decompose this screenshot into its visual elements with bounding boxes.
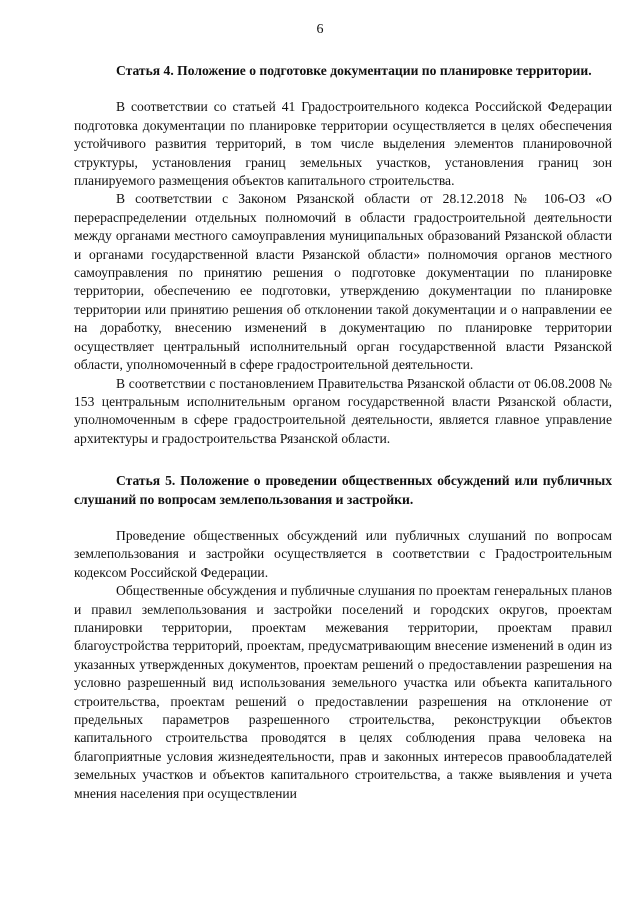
article-5-paragraph-1: Проведение общественных обсуждений или публичных слушаний по вопросам землепользования и застройки осуществляется в соответствии с Градостроительным кодексом Российской Федерации. — [74, 527, 612, 580]
article-4-paragraph-2: В соответствии с Законом Рязанской области от 28.12.2018 № 106-ОЗ «О перераспределении отдельных полномочий в области градостроительной деятельности между органами местного самоуправления муниципальных образований Рязанской области и органами государственной власти Рязанской области» полномочия органов местного самоуправления по принятию решения о подготовке документации по планировке территории, обеспечению ее подготовки, утверждению документации по планировке территории или принятию решения об отклонении такой документации и о направлении ее на доработку, внесению изменений в документацию по планировке территории осуществляет центральный исполнительный орган государственной власти Рязанской области, уполномоченный в сфере градостроительной деятельности. — [74, 191, 612, 373]
article-4-paragraph-1: В соответствии со статьей 41 Градостроительного кодекса Российской Федерации подготовка документации по планировке территории осуществляется в целях обеспечения устойчивого развития территорий, в том числе выделения элементов планировочной структуры, установления границ земельных участков, установления границ зон планируемого размещения объектов капитального строительства. — [74, 99, 612, 189]
spacer — [74, 509, 612, 527]
page-content — [74, 62, 612, 803]
article-5-paragraph-2: Общественные обсуждения и публичные слушания по проектам генеральных планов и правил землепользования и застройки поселений и городских округов, проектам планировки территории, проектам межевания территории, проектам правил благоустройства территорий, проектам, предусматривающим внесение изменений в один из указанных утвержденных документов, проектам решений о предоставлении разрешения на условно разрешенный вид использования земельного участка или объекта капитального строительства, проектам решений о предоставлении разрешения на отклонение от предельных параметров разрешенного строительства, реконструкции объектов капитального строительства проводятся в целях соблюдения права человека на благоприятные условия жизнедеятельности, прав и законных интересов правообладателей земельных участков и объектов капитального строительства, а также выявления и учета мнения населения при осуществлении — [74, 583, 612, 801]
spacer — [74, 80, 612, 98]
article-4-paragraph-3: В соответствии с постановлением Правительства Рязанской области от 06.08.2008 № 153 центральным исполнительным органом государственной власти Рязанской области, уполномоченным в сфере градостроительной деятельности, является главное управление архитектуры и градостроительства Рязанской области. — [74, 375, 612, 446]
article-5-title: Статья 5. Положение о проведении общественных обсуждений или публичных слушаний по вопросам землепользования и застройки. — [74, 473, 612, 507]
article-4 — [74, 62, 612, 448]
article-5 — [74, 472, 612, 803]
spacer — [74, 448, 612, 472]
article-4-title: Статья 4. Положение о подготовке документации по планировке территории. — [116, 63, 592, 78]
page-number: 6 — [316, 22, 324, 37]
